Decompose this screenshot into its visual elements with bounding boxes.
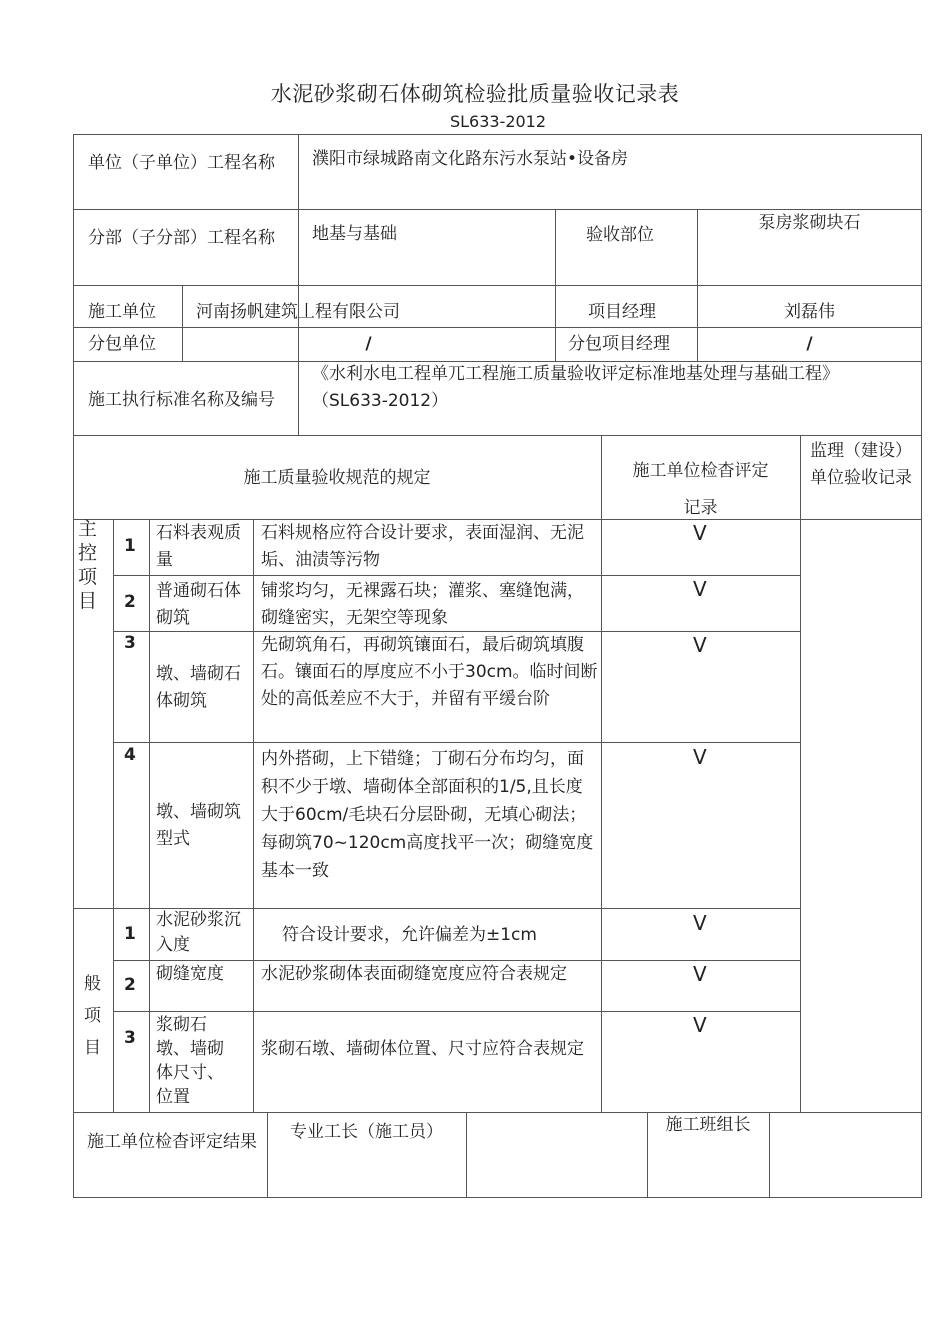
general-item-name: 水泥砂浆沉入度 [156, 910, 241, 955]
main-item-name: 石料表观质量 [156, 523, 241, 570]
col-divider [800, 435, 801, 1112]
spec-column-heading: 施工质量验收规范的规定 [243, 468, 431, 488]
general-item-requirement: 水泥砂浆砌体表面砌缝宽度应符合表规定 [261, 964, 567, 984]
unit-project-value: 濮阳市绿城路南文化路东污水泵站•设备房 [312, 149, 629, 169]
general-item-number: 2 [124, 975, 136, 995]
contractor-value: 河南扬帆建筑丄程有限公司 [196, 302, 400, 322]
main-item-name: 墩、墙砌筑型式 [156, 802, 241, 849]
main-item-check: V [693, 633, 707, 657]
general-item-name: 砌缝宽度 [156, 964, 224, 984]
contractor-check-heading: 施工单位检杳评定 [632, 461, 769, 481]
main-item-check: V [693, 521, 707, 545]
document-title: 水泥砂浆砌石体砌筑检验批质量验收记录表 [270, 82, 680, 106]
col-divider [253, 519, 254, 1112]
col-divider [267, 1112, 268, 1198]
row-divider [73, 327, 922, 328]
general-item-number: 1 [124, 924, 136, 944]
col-divider [113, 519, 114, 1112]
row-divider [113, 1011, 800, 1012]
main-item-number: 2 [124, 592, 136, 612]
col-divider [601, 435, 602, 1112]
row-divider [113, 742, 800, 743]
supervisor-heading: 监理（建设）单位验收记录 [810, 441, 912, 488]
exec-standard-value: 《水利水电工程单兀工程施工质量验收评定标准地基处理与基础工程》（SL633-2012） [312, 364, 839, 411]
foreman-label: 专业工长（施工员） [290, 1122, 443, 1142]
standard-code: SL633-2012 [449, 112, 547, 131]
main-item-requirement: 先砌筑角石，再砌筑镶面石，最后砌筑填腹石。镶面石的厚度应不小于30cm。临时间断处的高低差应不大于，并留有平缓台阶 [261, 635, 598, 709]
main-item-name: 普通砌石体砌筑 [156, 581, 241, 628]
sub-project-label: 分部（子分部）工程名称 [88, 228, 275, 248]
main-item-number: 4 [124, 745, 136, 765]
row-divider [113, 575, 800, 576]
main-item-name: 墩、墙砌石体砌筑 [156, 664, 241, 711]
row-divider [73, 1112, 922, 1113]
general-item-check: V [693, 1013, 707, 1037]
col-divider [298, 134, 299, 435]
sub-project-value: 地基与基础 [312, 224, 397, 244]
subcontractor-value: / [365, 334, 372, 354]
row-divider [73, 435, 922, 436]
sub-manager-value: / [806, 334, 813, 354]
main-item-check: V [693, 745, 707, 769]
col-divider [555, 209, 556, 361]
main-item-number: 3 [124, 633, 136, 653]
col-divider [769, 1112, 770, 1198]
main-item-requirement: 铺浆均匀，无裸露石块；灌浆、塞缝饱满，砌缝密实，无架空等现象 [261, 581, 584, 628]
team-leader-label: 施工班组长 [665, 1115, 751, 1135]
general-item-check: V [693, 911, 707, 935]
acceptance-part-label: 验收部位 [586, 225, 654, 245]
row-divider [73, 285, 922, 286]
main-item-number: 1 [124, 536, 136, 556]
col-divider [466, 1112, 467, 1198]
acceptance-part-value: 泵房浆砌块石 [758, 213, 861, 233]
main-item-requirement: 石料规格应符合设计要求，表面湿润、无泥垢、油渍等污物 [261, 523, 584, 570]
general-item-requirement: 浆砌石墩、墙砌体位置、尺寸应符合表规定 [261, 1039, 584, 1059]
unit-project-label: 单位（子单位）工程名称 [88, 153, 275, 173]
result-label: 施工单位检杳评定结果 [87, 1132, 257, 1152]
general-item-requirement: 符合设计要求，允许偏差为±1cm [282, 925, 537, 945]
col-divider [149, 519, 150, 1112]
exec-standard-label: 施工执行标准名称及编号 [88, 390, 275, 410]
project-manager-label: 项目经理 [588, 302, 656, 322]
general-item-name: 浆砌石墩、墙砌体尺寸、位置 [156, 1015, 224, 1107]
contractor-label: 施工单位 [88, 302, 156, 322]
main-item-check: V [693, 577, 707, 601]
general-item-check: V [693, 962, 707, 986]
general-items-group-label: 般项目 [84, 974, 101, 1058]
main-items-group-label: 主控项目 [78, 518, 98, 612]
subcontractor-label: 分包单位 [88, 334, 156, 354]
sub-manager-label: 分包项目经理 [568, 334, 670, 354]
general-item-number: 3 [124, 1028, 136, 1048]
main-item-requirement: 内外搭砌，上下错缝；丁砌石分布均匀，面积不少于墩、墙砌体全部面积的1/5,且长度大于60cm/毛块石分层卧砌，无填心砌法；每砌筑70~120cm高度找平一次；砌缝宽度基本一致 [261, 749, 594, 881]
contractor-check-heading-line2: 记录 [683, 498, 718, 518]
project-manager-value: 刘磊伟 [784, 302, 835, 322]
